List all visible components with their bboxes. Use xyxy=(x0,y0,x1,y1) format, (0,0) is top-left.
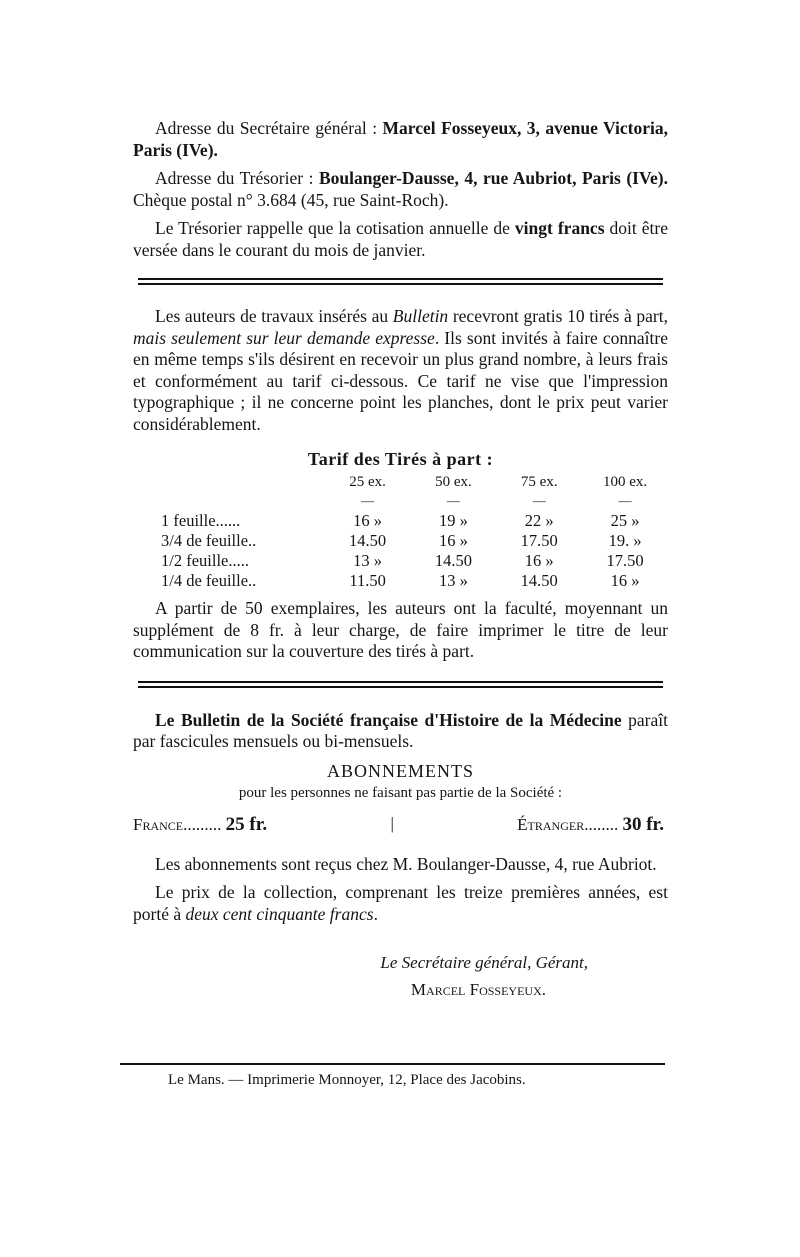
dash: — xyxy=(446,493,460,508)
bulletin-frequency: paraît par fascicules mensuels ou bi-mensuels. xyxy=(133,709,668,751)
tresorier-label: Adresse du Trésorier : xyxy=(155,168,319,188)
prix-text: Le prix de la collection, comprenant les treize premières années, est porté à xyxy=(133,882,668,924)
document-page xyxy=(133,118,668,1000)
col-25: 25 ex. xyxy=(349,474,386,490)
cell: 11.50 xyxy=(349,571,386,590)
auteurs-text-2: recevront gratis 10 tirés à part, xyxy=(448,306,668,326)
cell: 16 » xyxy=(353,511,383,530)
tresorier-name: Boulanger-Dausse, 4, rue Aubriot, Paris (IVe). xyxy=(318,168,668,188)
cell: 19. » xyxy=(608,531,642,550)
col-50: 50 ex. xyxy=(435,474,472,490)
demande-text: mais seulement sur leur demande expresse xyxy=(133,327,435,348)
dash: — xyxy=(361,493,375,508)
prix-end: . xyxy=(373,903,378,924)
secretaire-name: Marcel Fosseyeux, 3, avenue Victoria, Paris (IVe). xyxy=(133,118,668,160)
auteurs-text-3: . Ils sont invités à faire connaître en même temps s'ils désirent en recevoir un plus grand nombre, à leurs frais et conformément au tarif ci-dessous. Ce tarif ne vise que l'impression typographique ; il ne concerne point les planches, dont le prix peut varier considérablement. xyxy=(133,327,668,434)
row-label: 1/4 de feuille.. xyxy=(161,571,257,590)
col-75: 75 ex. xyxy=(520,474,558,490)
cell: 22 » xyxy=(524,511,554,530)
etranger-amount: 30 fr. xyxy=(622,813,664,835)
col-100: 100 ex. xyxy=(602,474,648,490)
cell: 13 » xyxy=(438,571,468,590)
auteurs-text: Les auteurs de travaux insérés au xyxy=(155,306,393,326)
secretaire-address xyxy=(133,118,668,161)
tresorier-address xyxy=(133,168,668,211)
dash-row xyxy=(133,491,668,511)
signature-role: Le Secrétaire général, Gérant, xyxy=(380,953,588,972)
prix-amount: deux cent cinquante francs xyxy=(185,903,374,924)
cotisation-text: Le Trésorier rappelle que la cotisation annuelle de xyxy=(155,218,515,238)
signer-name: Marcel Fosseyeux. xyxy=(410,980,546,999)
abonnements-subtitle: pour les personnes ne faisant pas partie de la Société : xyxy=(238,784,563,801)
cell: 25 » xyxy=(610,511,640,530)
price-line xyxy=(133,814,668,836)
table-row xyxy=(133,531,668,551)
row-label: 1/2 feuille..... xyxy=(161,551,249,570)
abonnements-recus: Les abonnements sont reçus chez M. Boulanger-Dausse, 4, rue Aubriot. xyxy=(155,853,657,874)
tarif-header-row xyxy=(133,474,668,491)
tarif-title: Tarif des Tirés à part : xyxy=(307,449,494,469)
cell: 17.50 xyxy=(606,551,644,570)
imprint-line: Le Mans. — Imprimerie Monnoyer, 12, Place des Jacobins. xyxy=(168,1072,526,1088)
cell: 16 » xyxy=(524,551,554,570)
france-label: France......... xyxy=(133,814,222,834)
abonnements-heading: ABONNEMENTS xyxy=(326,760,474,781)
cotisation-text-end: doit être versée dans le courant du mois de janvier. xyxy=(133,218,669,260)
cell: 14.50 xyxy=(349,531,387,550)
row-label: 3/4 de feuille.. xyxy=(161,531,257,550)
france-amount: 25 fr. xyxy=(225,813,268,835)
row-label: 1 feuille...... xyxy=(161,511,241,530)
dash: — xyxy=(618,493,632,508)
cell: 13 » xyxy=(353,551,383,570)
table-row xyxy=(133,551,668,571)
signature-name xyxy=(133,980,668,1000)
etranger-label: Étranger........ xyxy=(517,814,619,834)
cell: 14.50 xyxy=(434,551,472,570)
bulletin-name: Le Bulletin de la Société française d'Histoire de la Médecine xyxy=(155,709,622,730)
cell: 17.50 xyxy=(520,531,558,550)
france-price xyxy=(133,814,267,836)
cotisation-note xyxy=(133,218,668,261)
auteurs-paragraph xyxy=(133,306,668,435)
bulletin-title: Bulletin xyxy=(392,306,449,326)
table-row xyxy=(133,571,668,591)
footer-rule xyxy=(120,1063,665,1065)
dash: — xyxy=(532,493,546,508)
double-rule xyxy=(138,681,663,688)
cell: 16 » xyxy=(438,531,468,550)
tarif-note: A partir de 50 exemplaires, les auteurs ont la faculté, moyennant un supplément de 8 fr. à leur charge, de faire imprimer le titre de leur communication sur la couverture des tirés à part. xyxy=(133,598,668,661)
tarif-table xyxy=(133,474,668,591)
etranger-price xyxy=(517,814,664,836)
price-separator: | xyxy=(390,813,394,833)
cell: 16 » xyxy=(610,571,640,590)
tresorier-cheque: Chèque postal n° 3.684 (45, rue Saint-Roch). xyxy=(133,189,449,210)
double-rule xyxy=(138,278,663,285)
secretaire-label: Adresse du Secrétaire général : xyxy=(155,118,383,138)
table-row xyxy=(133,511,668,531)
cotisation-amount: vingt francs xyxy=(514,218,605,238)
collection-price xyxy=(133,882,668,925)
cell: 19 » xyxy=(438,511,468,530)
bulletin-paragraph xyxy=(133,710,668,753)
cell: 14.50 xyxy=(520,571,558,590)
